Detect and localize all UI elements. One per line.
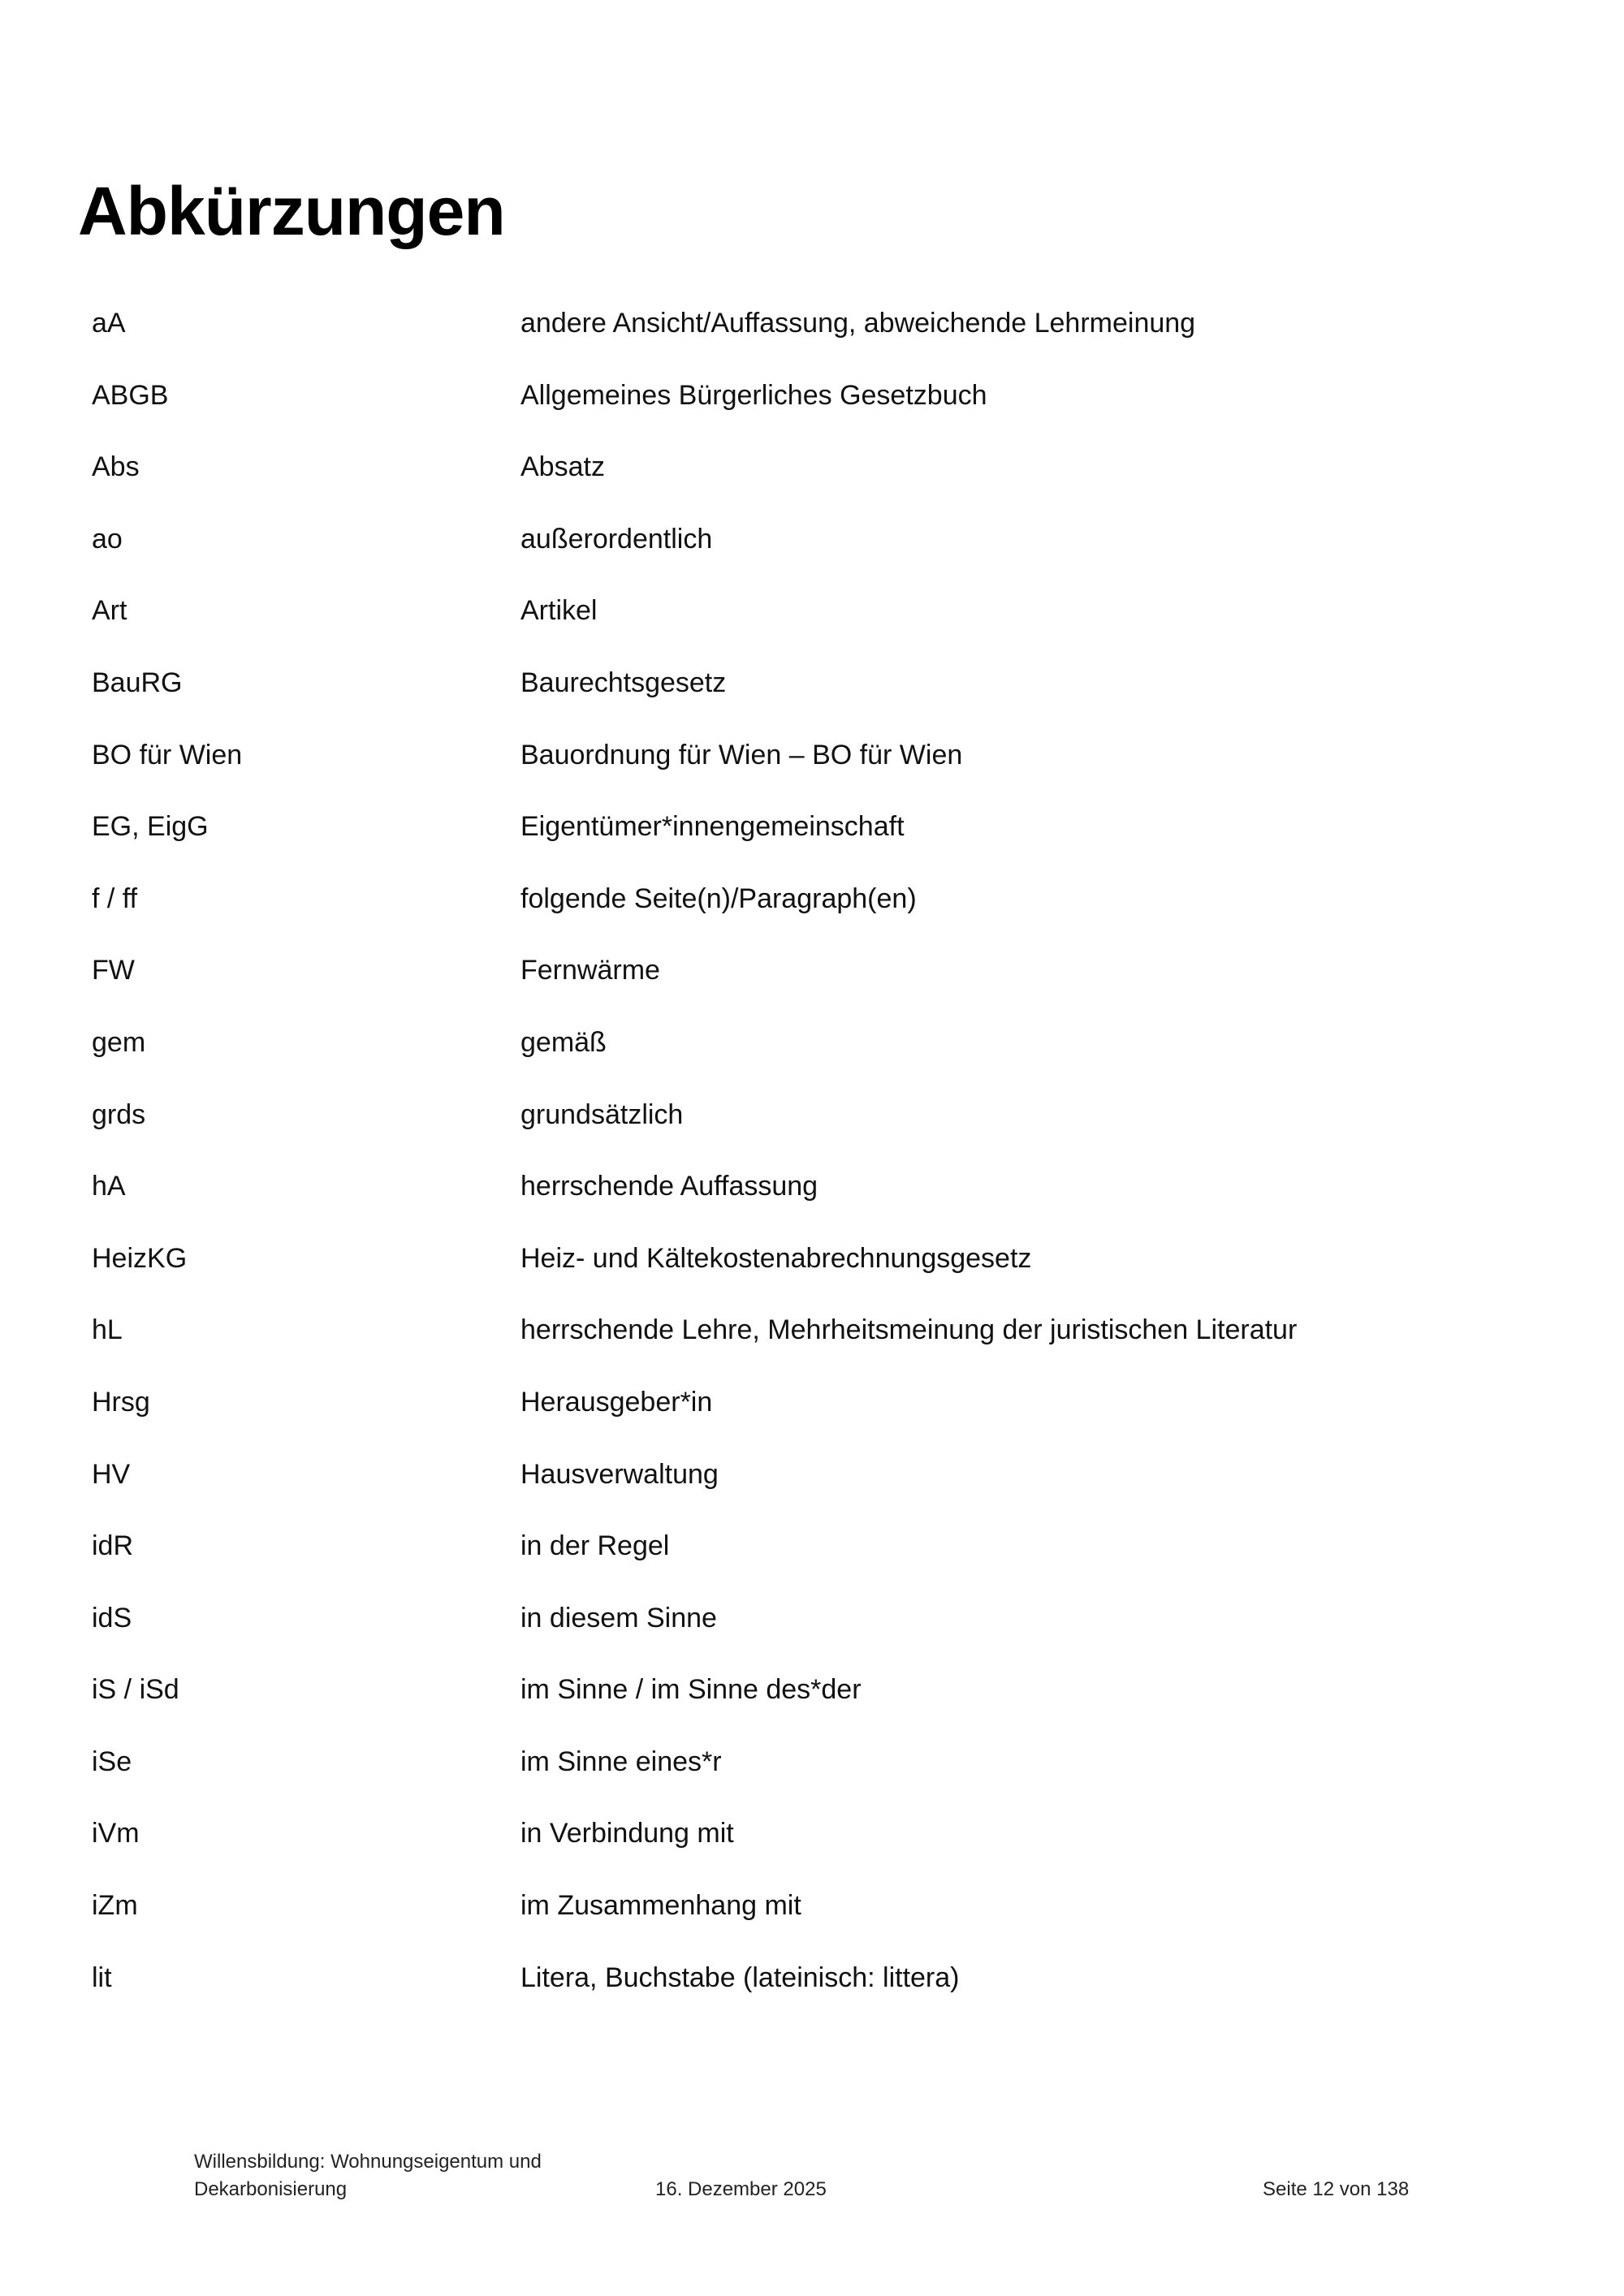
abbreviation-term: hL — [92, 1314, 123, 1346]
footer-page-current: 12 — [1312, 2178, 1335, 2200]
abbreviation-definition: Bauordnung für Wien – BO für Wien — [520, 739, 963, 770]
abbreviation-row — [92, 810, 1553, 883]
abbreviation-row — [92, 307, 1553, 379]
abbreviation-term: iVm — [92, 1818, 140, 1849]
abbreviation-row — [92, 1889, 1553, 1962]
abbreviation-definition: Herausgeber*in — [520, 1386, 713, 1418]
abbreviation-definition: gemäß — [520, 1026, 607, 1058]
abbreviation-row — [92, 1098, 1553, 1171]
footer-document-title — [194, 2148, 616, 2203]
abbreviation-row — [92, 1386, 1553, 1458]
abbreviation-row — [92, 667, 1553, 739]
abbreviation-term: HeizKG — [92, 1242, 188, 1274]
abbreviation-term: iZm — [92, 1890, 138, 1922]
abbreviation-term: gem — [92, 1026, 146, 1058]
abbreviation-row — [92, 1673, 1553, 1746]
abbreviation-definition: außerordentlich — [520, 523, 713, 555]
abbreviation-definition: in der Regel — [520, 1530, 670, 1562]
abbreviation-definition: Baurechtsgesetz — [520, 667, 727, 698]
abbreviation-row — [92, 1026, 1553, 1098]
abbreviation-row — [92, 1817, 1553, 1889]
abbreviation-definition: folgende Seite(n)/Paragraph(en) — [520, 883, 917, 914]
abbreviation-definition: Heiz- und Kältekostenabrechnungsgesetz — [520, 1242, 1032, 1274]
abbreviation-row — [92, 739, 1553, 811]
abbreviation-definition: Artikel — [520, 595, 598, 627]
abbreviation-term: ABGB — [92, 379, 169, 411]
abbreviation-row — [92, 1242, 1553, 1314]
abbreviation-term: grds — [92, 1098, 146, 1130]
abbreviation-term: idS — [92, 1602, 132, 1634]
abbreviation-term: hA — [92, 1171, 126, 1202]
abbreviation-row — [92, 1602, 1553, 1674]
abbreviation-definition: andere Ansicht/Auffassung, abweichende Lehrmeinung — [520, 308, 1196, 339]
footer-date: 16. Dezember 2025 — [655, 2178, 827, 2200]
abbreviation-definition: in Verbindung mit — [520, 1818, 734, 1849]
abbreviation-row — [92, 1314, 1553, 1386]
abbreviation-term: FW — [92, 955, 135, 986]
abbreviation-definition: im Sinne / im Sinne des*der — [520, 1674, 862, 1706]
footer-page-prefix: Seite — [1263, 2178, 1307, 2200]
abbreviation-definition: Absatz — [520, 451, 605, 483]
abbreviation-definition: Fernwärme — [520, 955, 660, 986]
footer-document-title-line1: Willensbildung: Wohnungseigentum und — [194, 2151, 542, 2173]
footer-page-total: 138 — [1376, 2178, 1410, 2200]
abbreviation-row — [92, 1530, 1553, 1602]
abbreviation-term: iSe — [92, 1746, 132, 1777]
abbreviation-term: idR — [92, 1530, 134, 1562]
footer-document-title-line2: Dekarbonisierung — [194, 2177, 348, 2200]
abbreviation-row — [92, 883, 1553, 955]
abbreviation-row — [92, 594, 1553, 667]
abbreviation-definition: herrschende Lehre, Mehrheitsmeinung der juristischen Literatur — [520, 1314, 1298, 1346]
abbreviation-definition: grundsätzlich — [520, 1098, 684, 1130]
abbreviation-row — [92, 954, 1553, 1026]
abbreviation-row — [92, 379, 1553, 451]
abbreviation-definition: Hausverwaltung — [520, 1458, 719, 1490]
abbreviation-term: lit — [92, 1962, 112, 1993]
abbreviation-row — [92, 523, 1553, 595]
abbreviation-term: Abs — [92, 451, 140, 483]
footer-page-separator: von — [1339, 2178, 1371, 2200]
abbreviation-row — [92, 1458, 1553, 1530]
abbreviation-term: HV — [92, 1458, 131, 1490]
abbreviation-definition: in diesem Sinne — [520, 1602, 717, 1634]
abbreviation-row — [92, 451, 1553, 523]
abbreviation-list — [92, 307, 1553, 2033]
abbreviation-row — [92, 1746, 1553, 1818]
abbreviation-definition: Allgemeines Bürgerliches Gesetzbuch — [520, 379, 987, 411]
abbreviation-term: BO für Wien — [92, 739, 243, 770]
abbreviation-term: f / ff — [92, 883, 138, 914]
abbreviation-definition: Litera, Buchstabe (lateinisch: littera) — [520, 1962, 960, 1993]
abbreviation-term: iS / iSd — [92, 1674, 179, 1706]
abbreviation-definition: herrschende Auffassung — [520, 1171, 818, 1202]
abbreviation-term: BauRG — [92, 667, 183, 698]
abbreviation-term: EG, EigG — [92, 811, 209, 843]
abbreviation-term: ao — [92, 523, 123, 555]
abbreviation-definition: im Zusammenhang mit — [520, 1890, 801, 1922]
abbreviation-term: aA — [92, 308, 126, 339]
abbreviation-definition: im Sinne eines*r — [520, 1746, 722, 1777]
abbreviation-term: Hrsg — [92, 1386, 150, 1418]
abbreviation-term: Art — [92, 595, 127, 627]
page-title: Abkürzungen — [78, 173, 505, 249]
footer-page-number — [1263, 2176, 1409, 2203]
abbreviation-row — [92, 1962, 1553, 2034]
abbreviation-row — [92, 1170, 1553, 1242]
abbreviation-definition: Eigentümer*innengemeinschaft — [520, 811, 905, 843]
